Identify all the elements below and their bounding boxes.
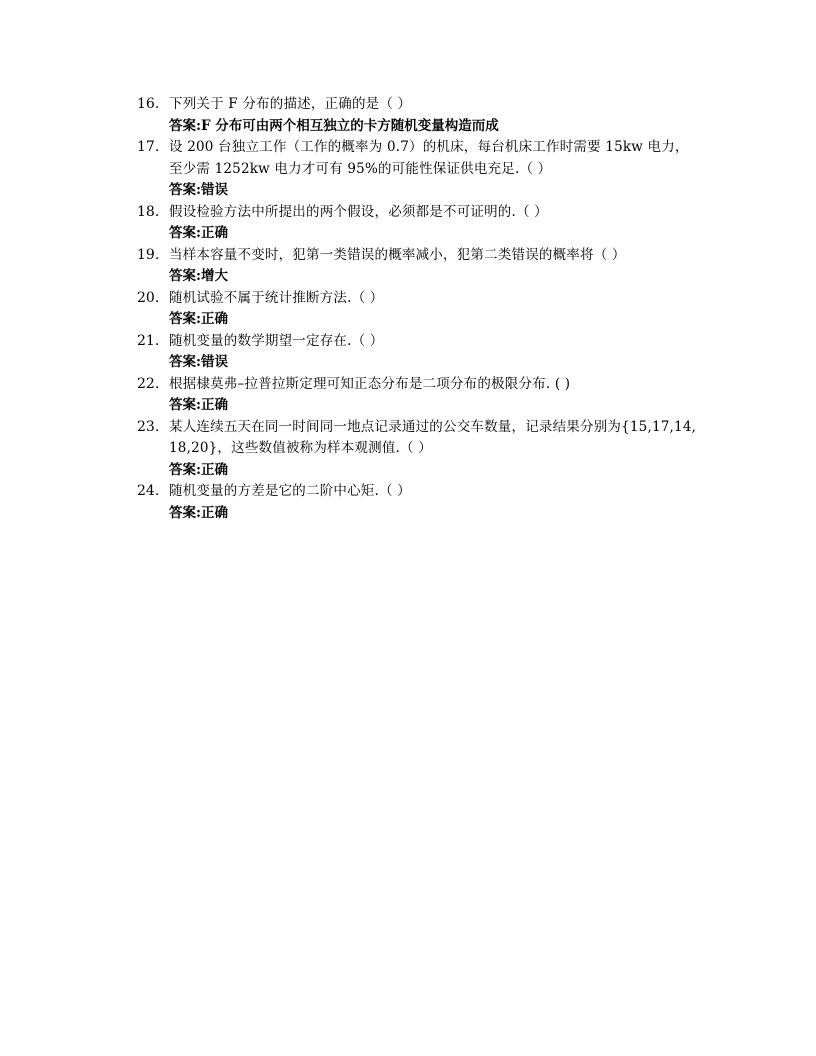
- question-number: 22.: [137, 375, 160, 392]
- question-body: [169, 94, 697, 137]
- question-text: 当样本容量不变时，犯第一类错误的概率减小，犯第二类错误的概率将（ ）: [169, 246, 626, 263]
- answer-prefix: 答案:: [169, 397, 201, 413]
- answer-line: [169, 180, 697, 202]
- question-text: 随机变量的数学期望一定存在.（ ）: [169, 332, 384, 349]
- answer-prefix: 答案:: [169, 182, 201, 198]
- question-body: [169, 374, 697, 417]
- question-item: [137, 417, 697, 482]
- answer-line: [169, 116, 697, 138]
- answer-value: 增大: [200, 268, 228, 284]
- question-number: 21.: [137, 332, 160, 349]
- answer-value: 正确: [200, 397, 228, 413]
- answer-line: [169, 223, 697, 245]
- answer-line: [169, 395, 697, 417]
- answer-value: 错误: [200, 182, 228, 198]
- answer-prefix: 答案:: [169, 461, 201, 478]
- answer-prefix: 答案:: [169, 504, 201, 521]
- question-number: 16.: [137, 96, 160, 112]
- answer-value: 错误: [200, 354, 228, 370]
- question-item: [137, 137, 697, 202]
- question-body: [169, 417, 697, 482]
- question-item: [137, 481, 697, 524]
- answer-value: 正确: [200, 504, 228, 521]
- answer-line: [169, 352, 697, 374]
- answer-prefix: 答案:: [169, 117, 201, 134]
- answer-line: [169, 309, 697, 331]
- question-body: [169, 202, 697, 245]
- question-item: [137, 202, 697, 245]
- question-number: 23.: [137, 418, 160, 435]
- question-item: [137, 331, 697, 374]
- answer-line: [169, 460, 697, 482]
- question-text: 假设检验方法中所提出的两个假设，必须都是不可证明的.（ ）: [169, 203, 548, 220]
- question-item: [137, 245, 697, 288]
- question-text: 下列关于 F 分布的描述，正确的是（ ）: [169, 96, 412, 112]
- answer-prefix: 答案:: [169, 354, 201, 370]
- question-text: 某人连续五天在同一时间同一地点记录通过的公交车数量，记录结果分别为{15,17,14,18,20}，这些数值被称为样本观测值.（ ）: [169, 418, 697, 456]
- answer-value: 正确: [200, 225, 228, 241]
- question-number: 20.: [137, 289, 160, 306]
- answer-prefix: 答案:: [169, 225, 201, 241]
- question-text: 随机变量的方差是它的二阶中心矩.（ ）: [169, 483, 411, 499]
- question-number: 18.: [137, 203, 160, 220]
- question-body: [169, 331, 697, 374]
- question-text: 随机试验不属于统计推断方法.（ ）: [169, 289, 384, 306]
- question-text: 设 200 台独立工作（工作的概率为 0.7）的机床，每台机床工作时需要 15kw 电力，至少需 1252kw 电力才可有 95%的可能性保证供电充足.（ ）: [169, 139, 689, 177]
- answer-line: [169, 503, 697, 525]
- question-number: 17.: [137, 139, 160, 155]
- answer-value: 正确: [200, 311, 228, 327]
- question-body: [169, 481, 697, 524]
- question-body: [169, 137, 697, 202]
- answer-value: 正确: [200, 461, 228, 478]
- question-text: 根据棣莫弗–拉普拉斯定理可知正态分布是二项分布的极限分布. ( ): [169, 375, 571, 392]
- question-number: 19.: [137, 246, 160, 263]
- answer-value: F 分布可由两个相互独立的卡方随机变量构造而成: [200, 117, 499, 134]
- answer-line: [169, 266, 697, 288]
- question-list: [137, 94, 697, 524]
- question-item: [137, 374, 697, 417]
- answer-prefix: 答案:: [169, 311, 201, 327]
- answer-prefix: 答案:: [169, 268, 201, 284]
- question-body: [169, 245, 697, 288]
- question-item: [137, 94, 697, 137]
- question-number: 24.: [137, 483, 160, 499]
- question-body: [169, 288, 697, 331]
- question-item: [137, 288, 697, 331]
